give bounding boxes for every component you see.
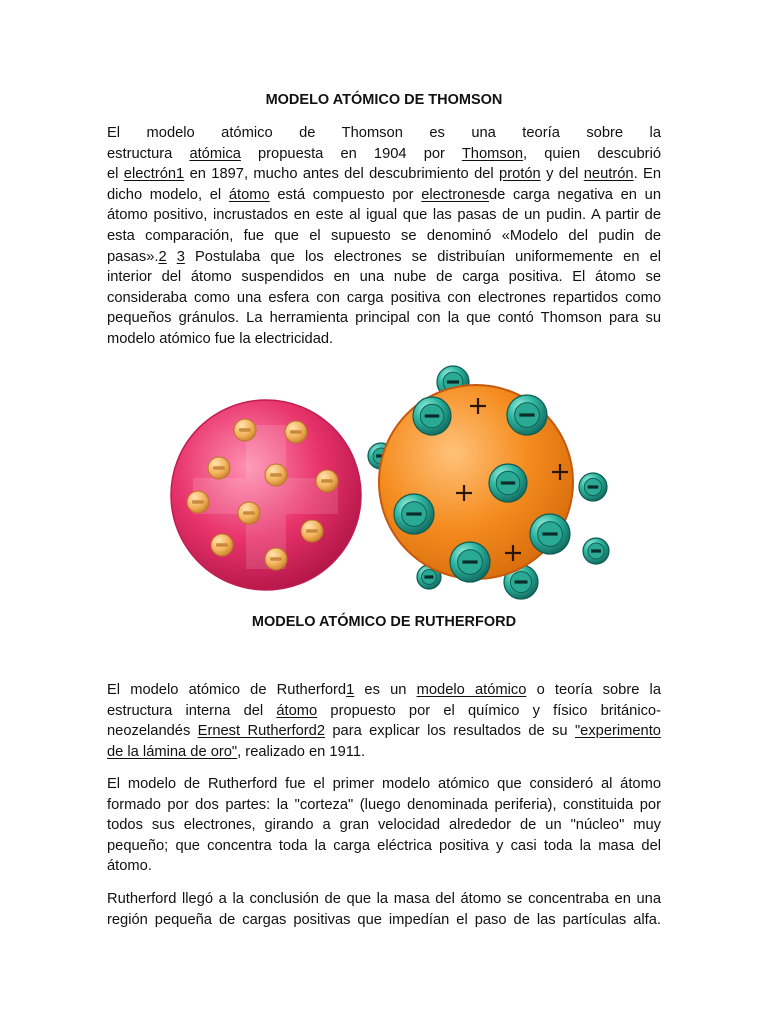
thomson-paragraph — [107, 123, 661, 350]
electron — [450, 542, 490, 582]
rutherford-title: MODELO ATÓMICO DE RUTHERFORD — [251, 614, 517, 630]
small-electron — [285, 421, 307, 443]
footnote-link-2[interactable]: 2 — [316, 723, 326, 740]
small-electron — [316, 470, 338, 492]
text-line: estructura atómica propuesta en 1904 por Thomson, quien descubrió — [107, 145, 661, 162]
text-line: interior del átomo suspendidos en una nube de carga positiva. El átomo se — [107, 269, 661, 286]
small-electron — [208, 457, 230, 479]
electron — [583, 538, 609, 564]
text-line: pequeño; que concentra toda la carga eléctrica positiva y casi toda la masa del — [107, 837, 661, 854]
text-line: consideraba como una esfera con carga positiva con electrones repartidos como — [107, 289, 661, 306]
rutherford-paragraph-1 — [107, 680, 661, 762]
link-electrones[interactable]: electrones — [421, 186, 489, 203]
footnote-link-1[interactable]: 1 — [346, 682, 355, 698]
small-electron — [238, 502, 260, 524]
atom-models-illustration — [160, 362, 620, 602]
text-line: neozelandés Ernest Rutherford2 para explicar los resultados de su "experimento — [107, 723, 661, 740]
text-line: pasas».2 3 Postulaba que los electrones se distribuían uniformemente en el — [107, 248, 661, 265]
link-electron[interactable]: electrón1 — [123, 166, 185, 183]
text-line: El modelo atómico de Rutherford1 es un modelo atómico o teoría sobre la — [107, 682, 661, 698]
text-line: de la lámina de oro", realizado en 1911. — [107, 743, 366, 760]
text-line: región pequeña de cargas positivas que impedían el paso de las partículas alfa. — [107, 911, 661, 928]
electron — [507, 395, 547, 435]
text-line: átomo positivo, incrustados en este al igual que las pasas de un pudin. A partir de — [107, 207, 661, 224]
thomson-title: MODELO ATÓMICO DE THOMSON — [265, 92, 503, 108]
link-ernest-rutherford[interactable]: Ernest Rutherford — [197, 723, 317, 740]
plum-pudding-atom — [171, 400, 361, 590]
text-line: El modelo atómico de Thomson es una teoría sobre la — [107, 125, 661, 141]
electron — [489, 464, 527, 502]
small-electron — [265, 464, 287, 486]
link-proton[interactable]: protón — [499, 166, 541, 183]
link-lamina-de-oro[interactable]: de la lámina de oro" — [107, 743, 238, 760]
text-line: esta comparación, fue que el supuesto se denominó «Modelo del pudin de — [107, 227, 661, 244]
link-modelo-atomico[interactable]: modelo atómico — [416, 682, 527, 698]
footnote-link-2[interactable]: 2 — [158, 248, 167, 265]
small-electron — [211, 534, 233, 556]
link-atomica[interactable]: atómica — [189, 145, 241, 162]
link-thomson[interactable]: Thomson — [461, 145, 524, 162]
small-electron — [265, 548, 287, 570]
link-experimento[interactable]: "experimento — [574, 723, 661, 740]
link-atomo[interactable]: átomo — [276, 702, 318, 719]
text-line: modelo atómico fue la electricidad. — [107, 330, 334, 347]
text-line: pequeños gránulos. La herramienta principal con la que contó Thomson para su — [107, 310, 661, 327]
rutherford-paragraph-3 — [107, 889, 661, 930]
link-atomo[interactable]: átomo — [228, 186, 270, 203]
electron — [394, 494, 434, 534]
small-electron — [234, 419, 256, 441]
link-neutron[interactable]: neutrón — [583, 166, 634, 183]
electron — [530, 514, 570, 554]
small-electron — [301, 520, 323, 542]
text-line: El modelo de Rutherford fue el primer modelo atómico que consideró al átomo — [107, 776, 661, 792]
electron — [579, 473, 607, 501]
text-line: formado por dos partes: la "corteza" (luego denominada periferia), constituida por — [107, 796, 661, 813]
text-line: átomo. — [107, 858, 152, 875]
text-line: el electrón1 en 1897, mucho antes del descubrimiento del protón y del neutrón. En — [107, 166, 661, 183]
rutherford-paragraph-2 — [107, 774, 661, 877]
small-electron — [187, 491, 209, 513]
text-line: todos sus electrones, girando a gran velocidad alrededor de un "núcleo" muy — [107, 817, 661, 834]
text-line: estructura interna del átomo propuesto por el químico y físico británico- — [107, 702, 661, 719]
electron — [413, 397, 451, 435]
footnote-link-3[interactable]: 3 — [176, 248, 185, 265]
text-line: Rutherford llegó a la conclusión de que la masa del átomo se concentraba en una — [107, 891, 661, 907]
text-line: dicho modelo, el átomo está compuesto por electronesde carga negativa en un — [107, 186, 661, 203]
positive-sphere-atom — [368, 366, 609, 599]
